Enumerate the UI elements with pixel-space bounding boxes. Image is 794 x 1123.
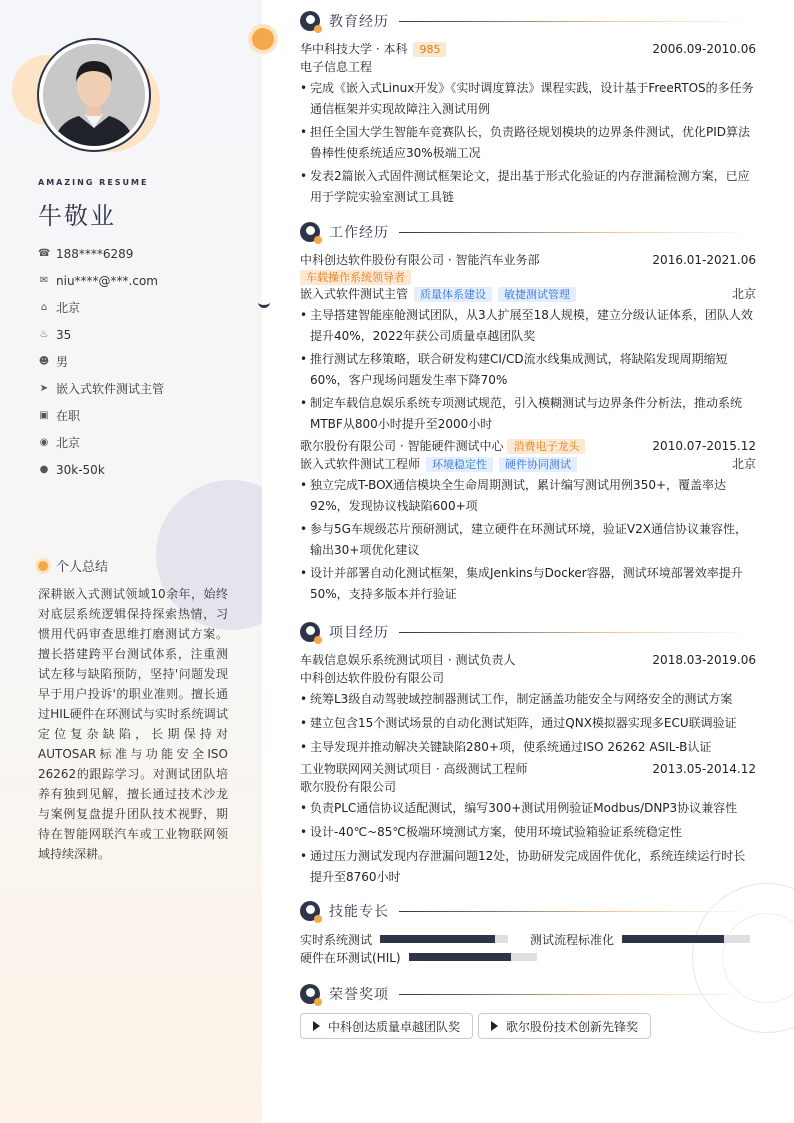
section-divider — [399, 994, 756, 995]
skill-item — [300, 948, 756, 966]
project-header — [300, 651, 756, 669]
sidebar — [0, 0, 262, 1123]
job-period: 2016.01-2021.06 — [652, 253, 756, 267]
hometown-text: 北京 — [56, 301, 81, 315]
section-icon — [300, 984, 320, 1004]
section-icon — [300, 222, 320, 242]
section-title: 项目经历 — [329, 625, 389, 641]
info-city — [38, 429, 164, 456]
home-icon: ⌂ — [40, 302, 48, 313]
job-city: 北京 — [731, 457, 756, 471]
skill-tag: 硬件协同测试 — [499, 457, 577, 472]
list-item: • 通过压力测试发现内存泄漏问题12处，协助研发完成固件优化，系统连续运行时长提升至8760小时 — [300, 846, 756, 888]
job-role: 嵌入式软件测试工程师 — [300, 457, 421, 471]
award-name: 歌尔股份技术创新先锋奖 — [506, 1019, 639, 1034]
avatar — [43, 44, 145, 146]
awards-list — [300, 1013, 756, 1039]
section-title: 工作经历 — [329, 225, 389, 241]
project-org: 歌尔股份有限公司 — [300, 780, 397, 794]
location-pin-icon: ◉ — [39, 437, 49, 448]
school-name: 华中科技大学 · 本科 — [300, 42, 408, 56]
skill-bar-fill — [380, 935, 495, 943]
list-item: • 设计并部署自动化测试框架，集成Jenkins与Docker容器，测试环境部署效率提升50%，支持多版本并行验证 — [300, 563, 756, 605]
candidate-name: 牛敬业 — [38, 202, 116, 230]
summary-title: 个人总结 — [56, 560, 109, 575]
company-name: 中科创达软件股份有限公司 · 智能汽车业务部 — [300, 253, 540, 267]
position-text: 嵌入式软件测试主管 — [56, 382, 165, 396]
info-email — [38, 267, 164, 294]
skill-bar — [409, 953, 537, 961]
resume-tagline: AMAZING RESUME — [38, 178, 149, 187]
work-section — [300, 221, 756, 605]
skills-heading — [300, 900, 756, 922]
list-item: • 建立包含15个测试场景的自动化测试矩阵，通过QNX模拟器实现多ECU联调验证 — [300, 713, 756, 734]
list-item: • 参与5G车规级芯片预研测试，建立硬件在环测试环境，验证V2X通信协议兼容性，输出30+项优化建议 — [300, 519, 756, 561]
awards-section — [300, 983, 756, 1039]
project-bullets — [300, 798, 756, 888]
education-bullets — [300, 78, 756, 208]
project-name: 车载信息娱乐系统测试项目 · 测试负责人 — [300, 653, 516, 667]
projects-heading — [300, 621, 756, 643]
award-item — [300, 1013, 473, 1039]
skill-bar-fill — [409, 953, 511, 961]
send-icon: ➤ — [39, 383, 49, 394]
summary-heading — [38, 556, 108, 575]
skill-item — [530, 930, 750, 948]
info-phone — [38, 240, 164, 267]
job-role: 嵌入式软件测试主管 — [300, 287, 409, 301]
decorative-arc — [258, 296, 270, 308]
summary-text: 深耕嵌入式测试领域10余年，始终对底层系统逻辑保持探索热情，习惯用代码审查思维打磨测试方案。擅长搭建跨平台测试体系，注重测试左移与缺陷预防，坚持'问题发现早于用户投诉'的职业准则。擅长通过HIL硬件在环测试与实时系统调试定位复杂缺陷，长期保持对AUTOSAR标准与功能安全ISO 26262的跟踪学习。对测试团队培养有独到见解，擅长通过技术沙龙与案例复盘提升团队技术视野，期待在智能网联汽车或工业物联网领域持续深耕。 — [38, 587, 228, 861]
person-photo-icon — [43, 44, 145, 146]
job-period: 2010.07-2015.12 — [652, 439, 756, 453]
email-text: niu****@***.com — [56, 273, 158, 288]
info-age — [38, 321, 164, 348]
skill-name: 测试流程标准化 — [530, 932, 615, 947]
skill-tag: 质量体系建设 — [414, 287, 492, 302]
award-name: 中科创达质量卓越团队奖 — [328, 1019, 461, 1034]
skill-name: 硬件在环测试(HIL) — [300, 950, 401, 965]
skill-bar-fill — [622, 935, 724, 943]
skills-list — [300, 930, 756, 966]
city-text: 北京 — [56, 436, 81, 450]
info-status — [38, 402, 164, 429]
info-position — [38, 375, 164, 402]
section-divider — [399, 21, 756, 22]
section-icon — [300, 11, 320, 31]
list-item: • 完成《嵌入式Linux开发》《实时调度算法》课程实践，设计基于FreeRTOS的多任务通信框架并实现故障注入测试用例 — [300, 78, 756, 120]
info-gender — [38, 348, 164, 375]
company-tag: 车载操作系统领导者 — [300, 270, 411, 285]
list-item: • 发表2篇嵌入式固件测试框架论文，提出基于形式化验证的内存泄漏检测方案，已应用于学院实验室测试工具链 — [300, 166, 756, 208]
section-icon — [300, 901, 320, 921]
mail-icon: ✉ — [39, 275, 49, 286]
project-period: 2013.05-2014.12 — [652, 762, 756, 776]
major-row — [300, 58, 756, 76]
avatar-frame — [37, 38, 151, 152]
status-text: 在职 — [56, 409, 81, 423]
project-period: 2018.03-2019.06 — [652, 653, 756, 667]
section-title: 教育经历 — [329, 14, 389, 30]
job-city: 北京 — [731, 287, 756, 301]
section-title: 技能专长 — [329, 904, 389, 920]
school-badge: 985 — [413, 42, 446, 57]
list-item: • 统筹L3级自动驾驶域控制器测试工作，制定涵盖功能安全与网络安全的测试方案 — [300, 689, 756, 710]
briefcase-icon: ▣ — [39, 410, 49, 421]
skill-bar — [622, 935, 750, 943]
project-header — [300, 760, 756, 778]
company-tag: 消费电子龙头 — [507, 439, 585, 454]
age-text: 35 — [56, 327, 72, 342]
contact-info-list — [38, 240, 164, 483]
project-name: 工业物联网网关测试项目 · 高级测试工程师 — [300, 762, 528, 776]
list-item: • 主导搭建智能座舱测试团队，从3人扩展至18人规模，建立分级认证体系，团队人效提升40%，2022年获公司质量卓越团队奖 — [300, 305, 756, 347]
job-bullets — [300, 305, 756, 435]
project-bullets — [300, 689, 756, 758]
role-row — [300, 285, 756, 303]
section-icon — [300, 622, 320, 642]
gender-icon: ☻ — [38, 356, 50, 367]
awards-heading — [300, 983, 756, 1005]
list-item: • 担任全国大学生智能车竞赛队长，负责路径规划模块的边界条件测试，优化PID算法鲁棒性使系统适应30%极端工况 — [300, 122, 756, 164]
company-tag-row — [300, 270, 756, 285]
projects-section — [300, 621, 756, 888]
role-row — [300, 455, 756, 473]
section-divider — [399, 232, 756, 233]
list-item: • 主导发现并推动解决关键缺陷280+项，使系统通过ISO 26262 ASIL-B认证 — [300, 737, 756, 758]
info-salary — [38, 456, 164, 483]
salary-text: 30k-50k — [56, 462, 105, 477]
info-hometown — [38, 294, 164, 321]
gender-text: 男 — [56, 355, 69, 369]
skills-row — [300, 930, 756, 948]
education-heading — [300, 10, 756, 32]
section-divider — [399, 911, 756, 912]
education-section — [300, 10, 756, 208]
salary-icon: ● — [39, 464, 49, 475]
list-item: • 推行测试左移策略，联合研发构建CI/CD流水线集成测试，将缺陷发现周期缩短60%，客户现场问题发生率下降70% — [300, 349, 756, 391]
list-item: • 独立完成T-BOX通信模块全生命周期测试，累计编写测试用例350+，覆盖率达92%，发现协议栈缺陷600+项 — [300, 475, 756, 517]
play-triangle-icon — [313, 1021, 320, 1031]
education-row — [300, 40, 756, 58]
summary-dot-icon — [38, 561, 48, 571]
major: 电子信息工程 — [300, 60, 373, 74]
phone-text: 188****6289 — [56, 246, 134, 261]
list-item: • 制定车载信息娱乐系统专项测试规范，引入模糊测试与边界条件分析法，推动系统MTBF从800小时提升至2000小时 — [300, 393, 756, 435]
section-title: 荣誉奖项 — [329, 987, 389, 1003]
work-heading — [300, 221, 756, 243]
play-triangle-icon — [491, 1021, 498, 1031]
section-divider — [399, 632, 756, 633]
cake-icon: ♨ — [39, 329, 49, 340]
skill-tag: 敏捷测试管理 — [498, 287, 576, 302]
list-item: • 负责PLC通信协议适配测试，编写300+测试用例验证Modbus/DNP3协议兼容性 — [300, 798, 756, 819]
job-header — [300, 251, 756, 269]
phone-icon: ☎ — [38, 248, 51, 259]
skill-name: 实时系统测试 — [300, 932, 373, 947]
project-org-row — [300, 778, 756, 796]
skill-item — [300, 930, 530, 948]
project-org: 中科创达软件股份有限公司 — [300, 671, 445, 685]
company-name: 歌尔股份有限公司 · 智能硬件测试中心 — [300, 439, 504, 453]
job-bullets — [300, 475, 756, 605]
education-period: 2006.09-2010.06 — [652, 42, 756, 56]
job-header — [300, 437, 756, 455]
list-item: • 设计-40℃~85℃极端环境测试方案，使用环境试验箱验证系统稳定性 — [300, 822, 756, 843]
skills-section — [300, 900, 756, 966]
award-item — [478, 1013, 651, 1039]
skill-bar — [380, 935, 508, 943]
project-org-row — [300, 669, 756, 687]
skill-tag: 环境稳定性 — [426, 457, 493, 472]
decorative-dot — [252, 28, 274, 50]
